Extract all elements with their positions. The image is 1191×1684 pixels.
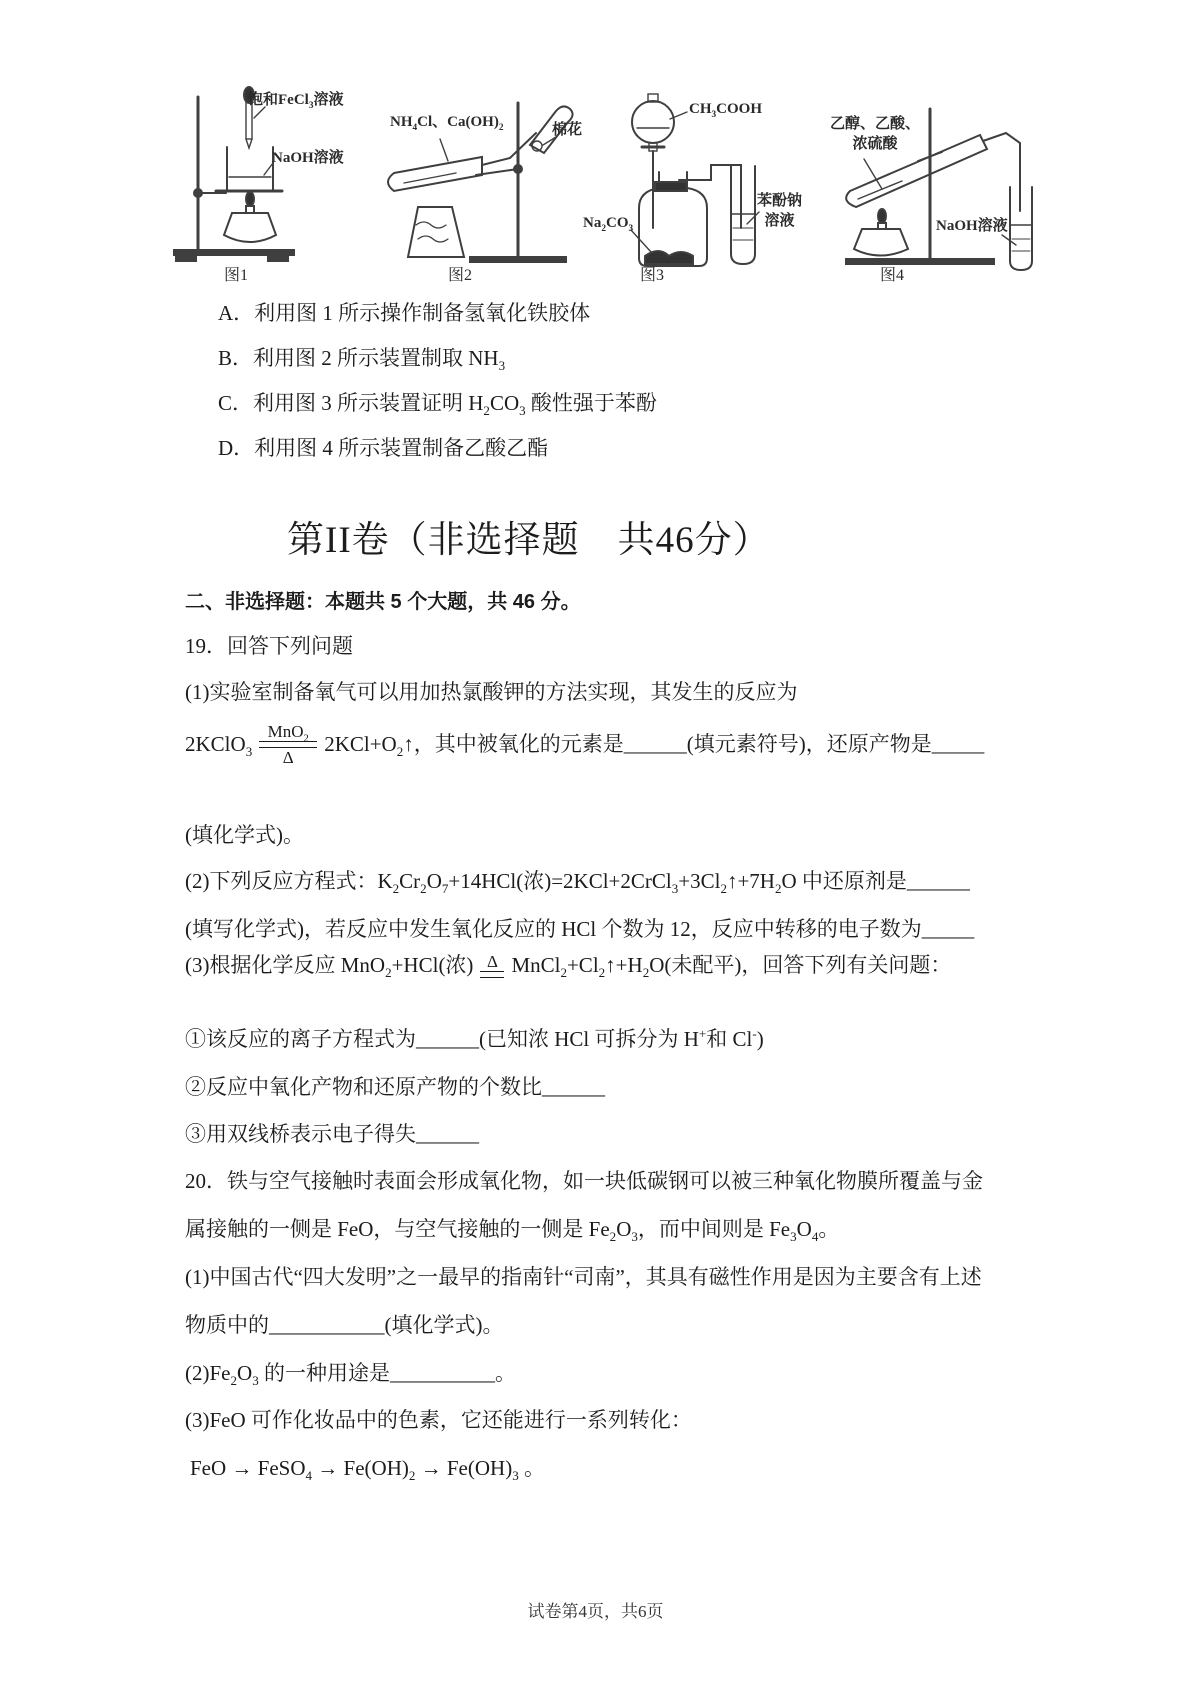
q20-part1b: 物质中的___________(填化学式)。 xyxy=(185,1313,504,1337)
figure2-reagents-label: $NH_4Cl$、$Ca(OH)_2$ xyxy=(390,114,504,133)
q20-line1: 20．铁与空气接触时表面会形成氧化物，如一块低碳钢可以被三种氧化物膜所覆盖与金 xyxy=(185,1169,983,1193)
figure1-caption: 图1 xyxy=(224,267,249,284)
figure1-fecl3-label: 饱和FeCl$_3$溶液 xyxy=(248,92,344,111)
figure4-naoh-label: NaOH溶液 xyxy=(936,218,1008,234)
q19-part3 xyxy=(185,952,952,981)
figure1-naoh-label: NaOH溶液 xyxy=(272,150,344,166)
figure3-acid-label: $CH_3COOH$ xyxy=(689,101,762,120)
q19-part3-sub1: ①该反应的离子方程式为______(已知浓 HCl 可拆分为 H+和 Cl-) xyxy=(185,1026,764,1051)
equation1-delta: Δ xyxy=(282,748,294,767)
equation1-left: 2KClO$_3$ xyxy=(185,732,253,760)
q19-header: 19．回答下列问题 xyxy=(185,634,353,658)
figure2-cotton-label: 棉花 xyxy=(552,122,583,138)
figure3-na2co3-label: $Na_2CO_3$ xyxy=(583,215,634,234)
figure2-caption: 图2 xyxy=(448,267,473,284)
q19-part3-sub3: ③用双线桥表示电子得失______ xyxy=(185,1122,479,1146)
figure4-caption: 图4 xyxy=(880,267,905,284)
equation3-left: (3)根据化学反应 MnO$_2$+HCl(浓) xyxy=(185,953,474,981)
equation3-right: $MnCl_2+Cl_2↑+H_2O$(未配平)，回答下列有关问题： xyxy=(511,953,952,981)
q19-part3-sub2: ②反应中氧化产物和还原产物的个数比______ xyxy=(185,1075,605,1099)
page-footer: 试卷第4页，共6页 xyxy=(527,1602,664,1621)
q19-part2: (2)下列反应方程式：$K_2Cr_2O_7+14HCl$(浓)$=2KCl+2CrCl_3+3Cl_2↑+7H_2O$ 中还原剂是______ xyxy=(185,869,970,897)
equation3-condition xyxy=(480,952,504,978)
q19-part2-cont: (填写化学式)，若反应中发生氧化反应的 HCl 个数为 12，反应中转移的电子数为_____ xyxy=(185,917,975,941)
equation3-delta: Δ xyxy=(486,952,498,972)
q20-line2: 属接触的一侧是 FeO，与空气接触的一侧是 $Fe_2O_3$，而中间则是 $Fe_3O_4$。 xyxy=(185,1217,840,1245)
option-a: A．利用图 1 所示操作制备氢氧化铁胶体 xyxy=(218,301,591,325)
q19-equation1 xyxy=(185,722,984,767)
figure-4-apparatus xyxy=(790,95,1040,275)
option-d: D．利用图 4 所示装置制备乙酸乙酯 xyxy=(218,436,549,460)
equation1-right: $2KCl+O_2↑$，其中被氧化的元素是______(填元素符号)，还原产物是_____ xyxy=(324,732,985,760)
q20-part3: (3)FeO 可作化妆品中的色素，它还能进行一系列转化： xyxy=(185,1408,692,1432)
figure3-phenolate-label: 苯酚钠 溶液 xyxy=(757,193,803,229)
stand-beaker-burner-sketch xyxy=(170,85,355,267)
section2-intro: 二、非选择题：本题共 5 个大题，共 46 分。 xyxy=(185,591,581,613)
option-c: C．利用图 3 所示装置证明 $H_2CO_3$ 酸性强于苯酚 xyxy=(218,391,657,419)
q19-part1-cont: (填化学式)。 xyxy=(185,823,304,847)
q20-part2: $(2)Fe_2O_3$ 的一种用途是__________。 xyxy=(185,1361,516,1389)
q20-part3-chain: FeO → FeSO$_4$ → $Fe(OH)_2 \to Fe(OH)_3$ 。 xyxy=(190,1456,545,1484)
equation1-condition xyxy=(259,722,317,767)
figure4-mixture-label: 乙醇、乙酸、 浓硫酸 xyxy=(830,116,921,152)
q20-part1a: (1)中国古代“四大发明”之一最早的指南针“司南”，其具有磁性作用是因为主要含有上述 xyxy=(185,1265,982,1289)
figure-3-apparatus xyxy=(565,88,803,278)
equation1-catalyst: MnO$_2$ xyxy=(267,722,309,745)
section2-title: 第II卷（非选择题 共46分） xyxy=(287,520,771,561)
option-b: B．利用图 2 所示装置制取 $NH_3$ xyxy=(218,346,506,374)
figure-1-apparatus xyxy=(170,85,355,270)
equals-double-line xyxy=(259,741,317,748)
figure3-caption: 图3 xyxy=(640,267,665,284)
figure-2-apparatus xyxy=(360,95,583,275)
q19-part1: (1)实验室制备氧气可以用加热氯酸钾的方法实现，其发生的反应为 xyxy=(185,680,798,704)
equals-double-line xyxy=(480,971,504,978)
